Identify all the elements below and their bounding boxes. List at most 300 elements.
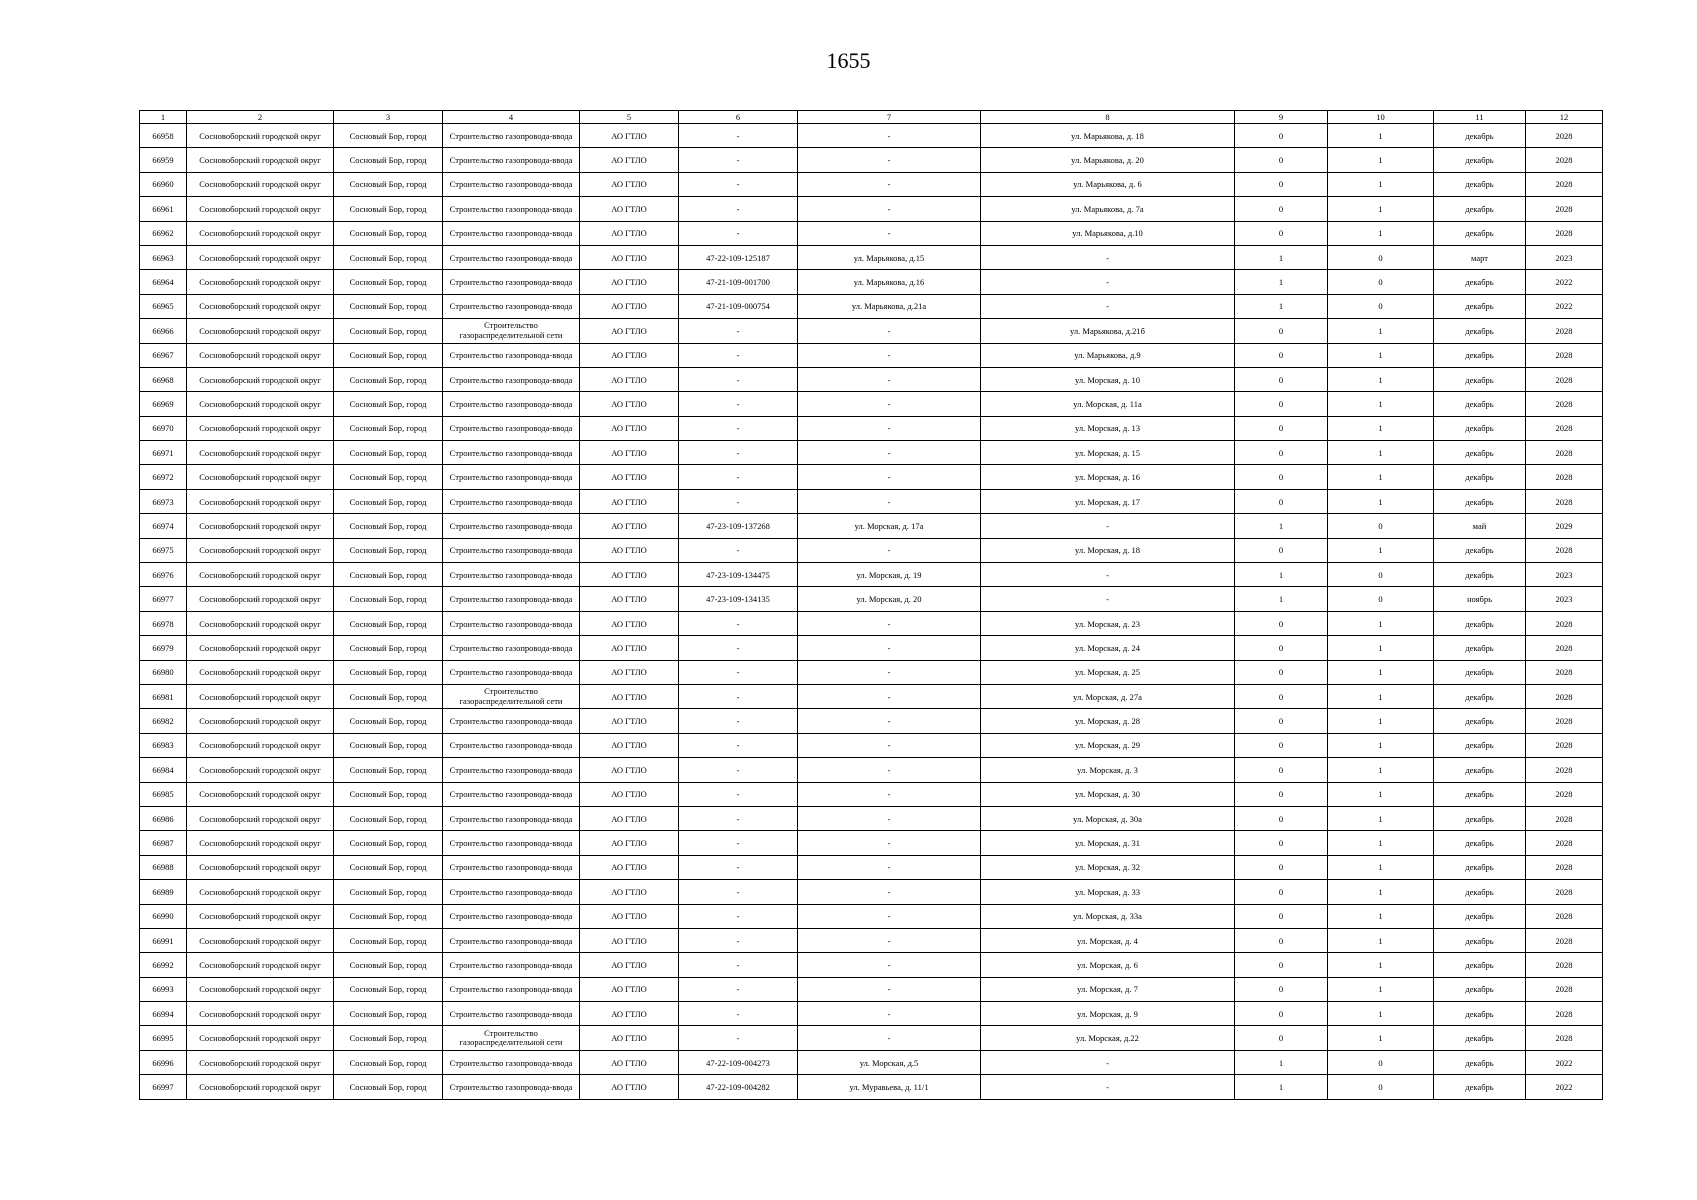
table-row: [140, 416, 1603, 440]
col-planned-address-cell: ул. Морская, д. 9: [981, 1002, 1235, 1026]
table-row: [140, 343, 1603, 367]
col-count-a-cell: 0: [1235, 904, 1328, 928]
col-cadastral-number-cell: -: [679, 904, 798, 928]
col-settlement-cell: Сосновый Бор, город: [334, 758, 443, 782]
col-count-a-cell: 1: [1235, 1050, 1328, 1074]
col-work-type-cell: Строительство газопровода-ввода: [443, 221, 580, 245]
col-month-cell: март: [1434, 245, 1526, 269]
col-operator-cell: АО ГТЛО: [580, 587, 679, 611]
col-cadastral-number-cell: 47-23-109-137268: [679, 514, 798, 538]
col-object-address-cell: -: [798, 977, 981, 1001]
col-municipality-cell: Сосновоборский городской округ: [187, 294, 334, 318]
col-work-type-cell: Строительство газораспределительной сети: [443, 684, 580, 708]
table-row: [140, 782, 1603, 806]
col-year-cell: 2028: [1526, 538, 1603, 562]
col-planned-address-cell: ул. Морская, д. 6: [981, 953, 1235, 977]
column-header-6: 6: [679, 111, 798, 124]
col-object-address-cell: -: [798, 928, 981, 952]
col-operator-cell: АО ГТЛО: [580, 538, 679, 562]
col-year-cell: 2028: [1526, 343, 1603, 367]
table-row: [140, 124, 1603, 148]
col-work-type-cell: Строительство газопровода-ввода: [443, 831, 580, 855]
col-record-id-cell: 66959: [140, 148, 187, 172]
col-month-cell: декабрь: [1434, 1026, 1526, 1050]
col-record-id-cell: 66984: [140, 758, 187, 782]
col-municipality-cell: Сосновоборский городской округ: [187, 270, 334, 294]
col-settlement-cell: Сосновый Бор, город: [334, 441, 443, 465]
table-row: [140, 977, 1603, 1001]
col-record-id-cell: 66965: [140, 294, 187, 318]
col-month-cell: декабрь: [1434, 221, 1526, 245]
col-count-b-cell: 1: [1328, 465, 1434, 489]
col-settlement-cell: Сосновый Бор, город: [334, 319, 443, 343]
col-count-b-cell: 1: [1328, 928, 1434, 952]
col-month-cell: декабрь: [1434, 416, 1526, 440]
col-cadastral-number-cell: -: [679, 636, 798, 660]
col-count-b-cell: 1: [1328, 953, 1434, 977]
col-count-a-cell: 0: [1235, 758, 1328, 782]
col-operator-cell: АО ГТЛО: [580, 1075, 679, 1099]
col-planned-address-cell: ул. Марьякова, д. 20: [981, 148, 1235, 172]
col-record-id-cell: 66974: [140, 514, 187, 538]
col-operator-cell: АО ГТЛО: [580, 758, 679, 782]
col-municipality-cell: Сосновоборский городской округ: [187, 733, 334, 757]
col-record-id-cell: 66962: [140, 221, 187, 245]
col-count-a-cell: 0: [1235, 538, 1328, 562]
col-municipality-cell: Сосновоборский городской округ: [187, 343, 334, 367]
col-count-b-cell: 0: [1328, 587, 1434, 611]
table-row: [140, 1050, 1603, 1074]
col-work-type-cell: Строительство газопровода-ввода: [443, 806, 580, 830]
col-month-cell: декабрь: [1434, 709, 1526, 733]
col-month-cell: декабрь: [1434, 928, 1526, 952]
col-month-cell: декабрь: [1434, 660, 1526, 684]
col-planned-address-cell: -: [981, 587, 1235, 611]
table-row: [140, 270, 1603, 294]
col-settlement-cell: Сосновый Бор, город: [334, 660, 443, 684]
table-row: [140, 441, 1603, 465]
col-month-cell: декабрь: [1434, 733, 1526, 757]
col-month-cell: декабрь: [1434, 782, 1526, 806]
col-work-type-cell: Строительство газопровода-ввода: [443, 855, 580, 879]
col-year-cell: 2028: [1526, 684, 1603, 708]
table-row: [140, 831, 1603, 855]
col-work-type-cell: Строительство газопровода-ввода: [443, 1075, 580, 1099]
col-record-id-cell: 66996: [140, 1050, 187, 1074]
col-work-type-cell: Строительство газопровода-ввода: [443, 294, 580, 318]
col-record-id-cell: 66978: [140, 611, 187, 635]
col-work-type-cell: Строительство газопровода-ввода: [443, 392, 580, 416]
table-row: [140, 1075, 1603, 1099]
col-planned-address-cell: ул. Морская, д. 30а: [981, 806, 1235, 830]
col-object-address-cell: ул. Морская, д. 19: [798, 563, 981, 587]
col-settlement-cell: Сосновый Бор, город: [334, 1050, 443, 1074]
col-count-b-cell: 1: [1328, 904, 1434, 928]
col-planned-address-cell: ул. Морская, д. 7: [981, 977, 1235, 1001]
col-record-id-cell: 66991: [140, 928, 187, 952]
col-work-type-cell: Строительство газопровода-ввода: [443, 270, 580, 294]
col-settlement-cell: Сосновый Бор, город: [334, 367, 443, 391]
col-count-b-cell: 0: [1328, 1075, 1434, 1099]
col-year-cell: 2028: [1526, 489, 1603, 513]
col-cadastral-number-cell: -: [679, 928, 798, 952]
column-header-10: 10: [1328, 111, 1434, 124]
col-operator-cell: АО ГТЛО: [580, 782, 679, 806]
col-settlement-cell: Сосновый Бор, город: [334, 294, 443, 318]
col-municipality-cell: Сосновоборский городской округ: [187, 880, 334, 904]
col-count-a-cell: 1: [1235, 245, 1328, 269]
col-municipality-cell: Сосновоборский городской округ: [187, 148, 334, 172]
col-settlement-cell: Сосновый Бор, город: [334, 245, 443, 269]
col-operator-cell: АО ГТЛО: [580, 1002, 679, 1026]
col-cadastral-number-cell: -: [679, 367, 798, 391]
col-settlement-cell: Сосновый Бор, город: [334, 124, 443, 148]
col-count-b-cell: 0: [1328, 563, 1434, 587]
col-planned-address-cell: -: [981, 1050, 1235, 1074]
col-month-cell: декабрь: [1434, 758, 1526, 782]
col-cadastral-number-cell: 47-21-109-001700: [679, 270, 798, 294]
col-settlement-cell: Сосновый Бор, город: [334, 684, 443, 708]
col-year-cell: 2028: [1526, 221, 1603, 245]
col-work-type-cell: Строительство газопровода-ввода: [443, 953, 580, 977]
col-cadastral-number-cell: -: [679, 1002, 798, 1026]
col-operator-cell: АО ГТЛО: [580, 563, 679, 587]
col-year-cell: 2028: [1526, 855, 1603, 879]
col-settlement-cell: Сосновый Бор, город: [334, 148, 443, 172]
col-settlement-cell: Сосновый Бор, город: [334, 1026, 443, 1050]
table-row: [140, 611, 1603, 635]
col-planned-address-cell: -: [981, 294, 1235, 318]
col-year-cell: 2028: [1526, 611, 1603, 635]
col-count-b-cell: 1: [1328, 806, 1434, 830]
col-object-address-cell: ул. Марьякова, д.15: [798, 245, 981, 269]
col-month-cell: декабрь: [1434, 977, 1526, 1001]
col-settlement-cell: Сосновый Бор, город: [334, 563, 443, 587]
col-count-b-cell: 1: [1328, 636, 1434, 660]
col-work-type-cell: Строительство газопровода-ввода: [443, 611, 580, 635]
col-count-b-cell: 1: [1328, 831, 1434, 855]
col-cadastral-number-cell: -: [679, 660, 798, 684]
col-count-b-cell: 1: [1328, 611, 1434, 635]
col-count-b-cell: 1: [1328, 319, 1434, 343]
col-record-id-cell: 66980: [140, 660, 187, 684]
col-object-address-cell: -: [798, 197, 981, 221]
col-record-id-cell: 66963: [140, 245, 187, 269]
col-planned-address-cell: ул. Морская, д. 27а: [981, 684, 1235, 708]
col-settlement-cell: Сосновый Бор, город: [334, 587, 443, 611]
col-year-cell: 2028: [1526, 636, 1603, 660]
col-year-cell: 2028: [1526, 880, 1603, 904]
col-record-id-cell: 66972: [140, 465, 187, 489]
col-cadastral-number-cell: -: [679, 611, 798, 635]
table-row: [140, 880, 1603, 904]
col-record-id-cell: 66966: [140, 319, 187, 343]
col-year-cell: 2028: [1526, 733, 1603, 757]
col-month-cell: декабрь: [1434, 294, 1526, 318]
col-count-b-cell: 0: [1328, 270, 1434, 294]
col-cadastral-number-cell: -: [679, 953, 798, 977]
col-settlement-cell: Сосновый Бор, город: [334, 1075, 443, 1099]
col-year-cell: 2028: [1526, 758, 1603, 782]
col-municipality-cell: Сосновоборский городской округ: [187, 416, 334, 440]
col-count-a-cell: 1: [1235, 1075, 1328, 1099]
col-year-cell: 2028: [1526, 904, 1603, 928]
col-planned-address-cell: ул. Морская, д. 32: [981, 855, 1235, 879]
col-settlement-cell: Сосновый Бор, город: [334, 806, 443, 830]
table-row: [140, 733, 1603, 757]
col-settlement-cell: Сосновый Бор, город: [334, 197, 443, 221]
col-object-address-cell: -: [798, 1026, 981, 1050]
table-row: [140, 465, 1603, 489]
col-municipality-cell: Сосновоборский городской округ: [187, 977, 334, 1001]
col-count-b-cell: 1: [1328, 416, 1434, 440]
col-count-a-cell: 0: [1235, 1002, 1328, 1026]
col-month-cell: декабрь: [1434, 148, 1526, 172]
col-planned-address-cell: -: [981, 563, 1235, 587]
col-month-cell: декабрь: [1434, 880, 1526, 904]
col-record-id-cell: 66997: [140, 1075, 187, 1099]
col-count-a-cell: 0: [1235, 782, 1328, 806]
col-work-type-cell: Строительство газопровода-ввода: [443, 733, 580, 757]
col-planned-address-cell: ул. Морская, д. 11а: [981, 392, 1235, 416]
col-planned-address-cell: ул. Морская, д. 23: [981, 611, 1235, 635]
col-year-cell: 2028: [1526, 367, 1603, 391]
col-count-b-cell: 1: [1328, 1002, 1434, 1026]
col-month-cell: декабрь: [1434, 611, 1526, 635]
col-count-b-cell: 1: [1328, 709, 1434, 733]
column-header-5: 5: [580, 111, 679, 124]
col-municipality-cell: Сосновоборский городской округ: [187, 660, 334, 684]
table-row: [140, 660, 1603, 684]
col-month-cell: декабрь: [1434, 465, 1526, 489]
col-month-cell: декабрь: [1434, 367, 1526, 391]
col-municipality-cell: Сосновоборский городской округ: [187, 465, 334, 489]
col-work-type-cell: Строительство газопровода-ввода: [443, 343, 580, 367]
col-cadastral-number-cell: -: [679, 684, 798, 708]
col-count-b-cell: 1: [1328, 343, 1434, 367]
col-municipality-cell: Сосновоборский городской округ: [187, 953, 334, 977]
col-count-a-cell: 0: [1235, 928, 1328, 952]
table-row: [140, 636, 1603, 660]
col-cadastral-number-cell: -: [679, 441, 798, 465]
col-month-cell: декабрь: [1434, 806, 1526, 830]
col-object-address-cell: -: [798, 416, 981, 440]
table-row: [140, 367, 1603, 391]
col-work-type-cell: Строительство газопровода-ввода: [443, 514, 580, 538]
col-cadastral-number-cell: -: [679, 221, 798, 245]
col-record-id-cell: 66985: [140, 782, 187, 806]
col-object-address-cell: -: [798, 660, 981, 684]
col-settlement-cell: Сосновый Бор, город: [334, 538, 443, 562]
col-cadastral-number-cell: -: [679, 538, 798, 562]
col-municipality-cell: Сосновоборский городской округ: [187, 782, 334, 806]
col-work-type-cell: Строительство газопровода-ввода: [443, 538, 580, 562]
col-planned-address-cell: ул. Морская, д. 18: [981, 538, 1235, 562]
col-municipality-cell: Сосновоборский городской округ: [187, 124, 334, 148]
col-settlement-cell: Сосновый Бор, город: [334, 172, 443, 196]
col-year-cell: 2028: [1526, 172, 1603, 196]
col-count-a-cell: 0: [1235, 806, 1328, 830]
col-year-cell: 2023: [1526, 563, 1603, 587]
col-cadastral-number-cell: -: [679, 831, 798, 855]
col-count-a-cell: 0: [1235, 441, 1328, 465]
col-municipality-cell: Сосновоборский городской округ: [187, 392, 334, 416]
col-municipality-cell: Сосновоборский городской округ: [187, 684, 334, 708]
col-planned-address-cell: ул. Морская, д. 30: [981, 782, 1235, 806]
col-municipality-cell: Сосновоборский городской округ: [187, 611, 334, 635]
col-municipality-cell: Сосновоборский городской округ: [187, 636, 334, 660]
table-row: [140, 197, 1603, 221]
col-object-address-cell: ул. Морская, д. 20: [798, 587, 981, 611]
col-work-type-cell: Строительство газопровода-ввода: [443, 977, 580, 1001]
col-count-a-cell: 0: [1235, 831, 1328, 855]
col-operator-cell: АО ГТЛО: [580, 1050, 679, 1074]
col-operator-cell: АО ГТЛО: [580, 319, 679, 343]
col-operator-cell: АО ГТЛО: [580, 124, 679, 148]
col-cadastral-number-cell: -: [679, 148, 798, 172]
column-header-4: 4: [443, 111, 580, 124]
col-count-b-cell: 1: [1328, 782, 1434, 806]
col-settlement-cell: Сосновый Бор, город: [334, 953, 443, 977]
col-municipality-cell: Сосновоборский городской округ: [187, 928, 334, 952]
col-year-cell: 2028: [1526, 928, 1603, 952]
col-object-address-cell: -: [798, 465, 981, 489]
col-cadastral-number-cell: 47-23-109-134475: [679, 563, 798, 587]
col-operator-cell: АО ГТЛО: [580, 977, 679, 1001]
col-count-a-cell: 0: [1235, 465, 1328, 489]
col-record-id-cell: 66958: [140, 124, 187, 148]
col-object-address-cell: ул. Морская, д. 17а: [798, 514, 981, 538]
column-header-11: 11: [1434, 111, 1526, 124]
col-count-b-cell: 1: [1328, 758, 1434, 782]
col-month-cell: декабрь: [1434, 538, 1526, 562]
col-year-cell: 2028: [1526, 806, 1603, 830]
table-row: [140, 392, 1603, 416]
col-municipality-cell: Сосновоборский городской округ: [187, 441, 334, 465]
col-month-cell: декабрь: [1434, 563, 1526, 587]
col-month-cell: декабрь: [1434, 684, 1526, 708]
col-count-a-cell: 1: [1235, 270, 1328, 294]
col-year-cell: 2028: [1526, 1002, 1603, 1026]
col-record-id-cell: 66970: [140, 416, 187, 440]
col-year-cell: 2028: [1526, 953, 1603, 977]
col-count-b-cell: 1: [1328, 124, 1434, 148]
col-count-a-cell: 0: [1235, 367, 1328, 391]
col-planned-address-cell: -: [981, 245, 1235, 269]
col-municipality-cell: Сосновоборский городской округ: [187, 1026, 334, 1050]
col-year-cell: 2022: [1526, 270, 1603, 294]
col-count-a-cell: 0: [1235, 319, 1328, 343]
col-year-cell: 2028: [1526, 660, 1603, 684]
col-count-a-cell: 0: [1235, 880, 1328, 904]
column-header-9: 9: [1235, 111, 1328, 124]
col-operator-cell: АО ГТЛО: [580, 904, 679, 928]
col-planned-address-cell: ул. Марьякова, д. 18: [981, 124, 1235, 148]
col-object-address-cell: -: [798, 124, 981, 148]
col-settlement-cell: Сосновый Бор, город: [334, 709, 443, 733]
col-planned-address-cell: ул. Морская, д. 28: [981, 709, 1235, 733]
column-header-2: 2: [187, 111, 334, 124]
col-municipality-cell: Сосновоборский городской округ: [187, 904, 334, 928]
col-planned-address-cell: ул. Морская, д. 13: [981, 416, 1235, 440]
col-cadastral-number-cell: -: [679, 733, 798, 757]
col-count-a-cell: 0: [1235, 709, 1328, 733]
col-record-id-cell: 66960: [140, 172, 187, 196]
col-object-address-cell: -: [798, 953, 981, 977]
col-object-address-cell: -: [798, 538, 981, 562]
col-object-address-cell: -: [798, 611, 981, 635]
col-record-id-cell: 66986: [140, 806, 187, 830]
table-body: [140, 124, 1603, 1100]
col-operator-cell: АО ГТЛО: [580, 416, 679, 440]
col-cadastral-number-cell: 47-22-109-004282: [679, 1075, 798, 1099]
col-object-address-cell: -: [798, 392, 981, 416]
col-count-b-cell: 1: [1328, 977, 1434, 1001]
col-year-cell: 2023: [1526, 245, 1603, 269]
col-work-type-cell: Строительство газопровода-ввода: [443, 1002, 580, 1026]
col-cadastral-number-cell: -: [679, 758, 798, 782]
col-municipality-cell: Сосновоборский городской округ: [187, 1002, 334, 1026]
col-operator-cell: АО ГТЛО: [580, 245, 679, 269]
col-count-a-cell: 0: [1235, 392, 1328, 416]
col-settlement-cell: Сосновый Бор, город: [334, 782, 443, 806]
col-municipality-cell: Сосновоборский городской округ: [187, 709, 334, 733]
col-municipality-cell: Сосновоборский городской округ: [187, 245, 334, 269]
col-month-cell: декабрь: [1434, 172, 1526, 196]
col-municipality-cell: Сосновоборский городской округ: [187, 758, 334, 782]
col-object-address-cell: -: [798, 709, 981, 733]
col-record-id-cell: 66993: [140, 977, 187, 1001]
col-count-b-cell: 1: [1328, 538, 1434, 562]
col-year-cell: 2023: [1526, 587, 1603, 611]
col-object-address-cell: -: [798, 441, 981, 465]
col-operator-cell: АО ГТЛО: [580, 197, 679, 221]
col-count-a-cell: 0: [1235, 733, 1328, 757]
col-work-type-cell: Строительство газопровода-ввода: [443, 709, 580, 733]
col-month-cell: декабрь: [1434, 197, 1526, 221]
col-planned-address-cell: ул. Морская, д. 3: [981, 758, 1235, 782]
col-count-a-cell: 0: [1235, 221, 1328, 245]
col-count-a-cell: 0: [1235, 1026, 1328, 1050]
col-year-cell: 2028: [1526, 709, 1603, 733]
col-count-a-cell: 0: [1235, 855, 1328, 879]
col-planned-address-cell: -: [981, 1075, 1235, 1099]
col-year-cell: 2028: [1526, 782, 1603, 806]
col-count-b-cell: 0: [1328, 245, 1434, 269]
col-record-id-cell: 66983: [140, 733, 187, 757]
col-record-id-cell: 66967: [140, 343, 187, 367]
col-year-cell: 2028: [1526, 977, 1603, 1001]
col-year-cell: 2028: [1526, 148, 1603, 172]
col-month-cell: декабрь: [1434, 489, 1526, 513]
col-operator-cell: АО ГТЛО: [580, 880, 679, 904]
col-month-cell: декабрь: [1434, 319, 1526, 343]
col-work-type-cell: Строительство газопровода-ввода: [443, 197, 580, 221]
col-object-address-cell: -: [798, 782, 981, 806]
col-month-cell: декабрь: [1434, 441, 1526, 465]
table-row: [140, 172, 1603, 196]
col-count-a-cell: 0: [1235, 416, 1328, 440]
col-count-a-cell: 1: [1235, 294, 1328, 318]
col-work-type-cell: Строительство газопровода-ввода: [443, 367, 580, 391]
col-count-b-cell: 1: [1328, 1026, 1434, 1050]
col-month-cell: декабрь: [1434, 855, 1526, 879]
table-row: [140, 904, 1603, 928]
col-count-b-cell: 1: [1328, 392, 1434, 416]
col-cadastral-number-cell: -: [679, 392, 798, 416]
col-object-address-cell: -: [798, 319, 981, 343]
table-row: [140, 928, 1603, 952]
